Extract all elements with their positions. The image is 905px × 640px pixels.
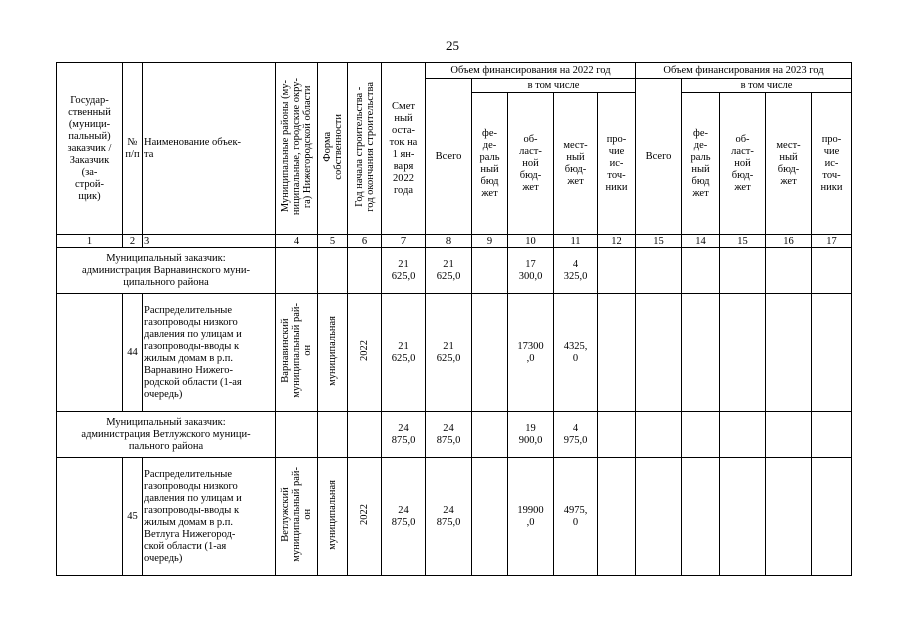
header-years [348,63,382,235]
header-districts [276,63,318,235]
district-name: Ветлужский муниципальный рай- он [280,467,313,562]
district-cell [276,458,318,576]
header-other-2023: про- чие ис- точ- ники [812,93,852,235]
column-number: 10 [508,235,554,248]
header-other-2022: про- чие ис- точ- ники [598,93,636,235]
regional-2022-value: 19900 ,0 [508,458,554,576]
page-number: 25 [446,38,459,53]
column-numbers-row [57,235,852,248]
header-local-2022: мест- ный бюд- жет [554,93,598,235]
header-fin-2022: Объем финансирования на 2022 год [426,63,636,79]
ownership-cell [318,294,348,412]
header-ownership-text: Форма собственности [321,113,344,180]
column-number: 12 [598,235,636,248]
construction-year: 2022 [359,504,370,525]
object-name: Распределительные газопроводы низкого давления по улицам и газопроводы-вводы к жилым домам в р.п. Варнавино Нижего- родской области (1-ая очередь) [143,294,276,412]
header-local-2023: мест- ный бюд- жет [766,93,812,235]
header-federal-2023: фе- де- раль ный бюд жет [682,93,720,235]
construction-year: 2022 [359,340,370,361]
column-number: 15 [636,235,682,248]
total-2022-value: 21 625,0 [426,248,472,294]
column-number: 5 [318,235,348,248]
financing-table [56,62,852,576]
item-number: 45 [123,458,143,576]
column-number: 9 [472,235,508,248]
item-number: 44 [123,294,143,412]
header-districts-text: Муниципальные районы (му- ниципальные, городские окру- га) Нижегородской области [280,77,313,216]
district-cell [276,294,318,412]
header-total-2023: Всего [636,79,682,235]
header-regional-2022: об- ласт- ной бюд- жет [508,93,554,235]
header-regional-2023: об- ласт- ной бюд- жет [720,93,766,235]
column-number: 11 [554,235,598,248]
regional-2022-value: 17 300,0 [508,248,554,294]
group-customer: Муниципальный заказчик: администрация Ветлужского муници- пального района [57,412,276,458]
header-years-text: Год начала строительства - год окончания строительства [353,81,376,212]
header-remaining: Смет ный оста- ток на 1 ян- варя 2022 года [382,63,426,235]
total-2022-value: 21 625,0 [426,294,472,412]
ownership-cell [318,458,348,576]
column-number: 2 [123,235,143,248]
column-number: 3 [143,235,276,248]
column-number: 1 [57,235,123,248]
total-2022-value: 24 875,0 [426,412,472,458]
column-number: 4 [276,235,318,248]
regional-2022-value: 19 900,0 [508,412,554,458]
remaining-value: 21 625,0 [382,294,426,412]
header-federal-2022: фе- де- раль ный бюд жет [472,93,508,235]
group-customer: Муниципальный заказчик: администрация Варнавинского муни- ципального района [57,248,276,294]
local-2022-value: 4975, 0 [554,458,598,576]
remaining-value: 24 875,0 [382,458,426,576]
header-customer: Государ- ственный (муници- пальный) заказчик / Заказчик (за- строй- щик) [57,63,123,235]
local-2022-value: 4 975,0 [554,412,598,458]
group-row [57,412,852,458]
ownership-type: муниципальная [327,315,338,386]
header-object-name: Наименование объек- та [143,63,276,235]
regional-2022-value: 17300 ,0 [508,294,554,412]
header-total-2022: Всего [426,79,472,235]
header-including-2023: в том числе [682,79,852,93]
column-number: 16 [766,235,812,248]
column-number: 8 [426,235,472,248]
local-2022-value: 4325, 0 [554,294,598,412]
column-number: 7 [382,235,426,248]
district-name: Варнавинский муниципальный рай- он [280,303,313,398]
column-number: 14 [682,235,720,248]
table-row [57,458,852,576]
header-ownership [318,63,348,235]
remaining-value: 21 625,0 [382,248,426,294]
header-including-2022: в том числе [472,79,636,93]
object-name: Распределительные газопроводы низкого давления по улицам и газопроводы-вводы к жилым домам в р.п. Ветлуга Нижегород- ской области (1-ая очередь) [143,458,276,576]
year-cell [348,458,382,576]
total-2022-value: 24 875,0 [426,458,472,576]
ownership-type: муниципальная [327,479,338,550]
table-row [57,294,852,412]
header-num: № п/п [123,63,143,235]
year-cell [348,294,382,412]
group-row [57,248,852,294]
column-number: 15 [720,235,766,248]
remaining-value: 24 875,0 [382,412,426,458]
local-2022-value: 4 325,0 [554,248,598,294]
header-fin-2023: Объем финансирования на 2023 год [636,63,852,79]
column-number: 17 [812,235,852,248]
column-number: 6 [348,235,382,248]
